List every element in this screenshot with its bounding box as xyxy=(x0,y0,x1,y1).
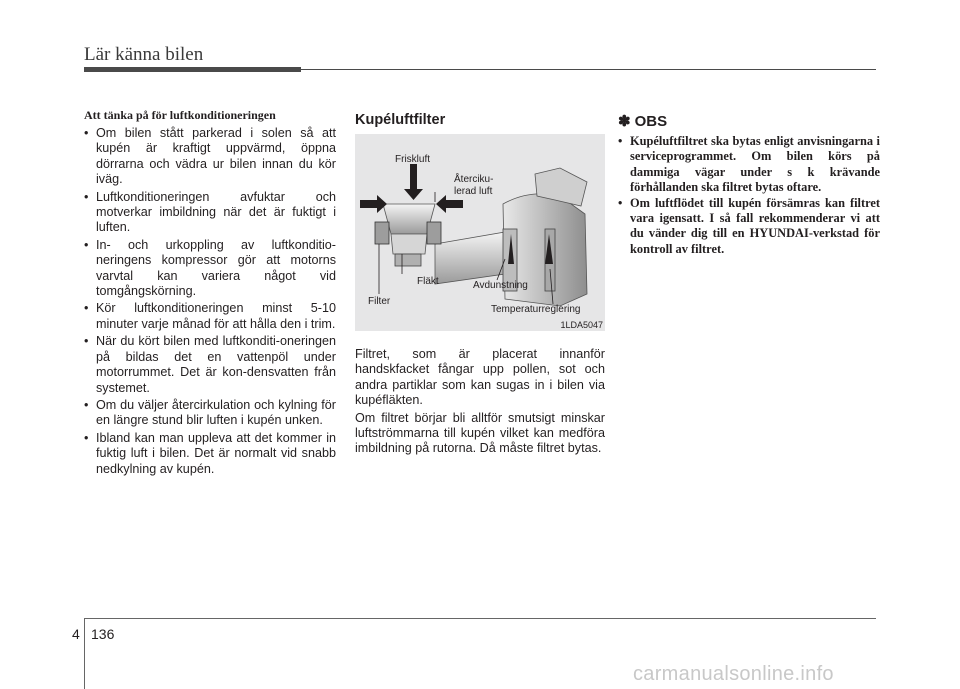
cabin-filter-heading: Kupéluftfilter xyxy=(355,112,446,128)
watermark: carmanualsonline.info xyxy=(633,663,834,685)
list-item: • Om bilen stått parkerad i solen så att kupén är kraftigt uppvärmd, öppna dörrarna och vädra ur bilen innan du kör iväg. xyxy=(84,126,336,188)
footer-rule-vertical xyxy=(84,618,85,689)
cabin-filter-diagram xyxy=(355,134,605,331)
label-recirc-2: lerad luft xyxy=(454,186,493,197)
label-temperature: Temperaturreglering xyxy=(491,304,581,315)
middle-column xyxy=(355,108,605,459)
chapter-number: 4 xyxy=(72,626,80,642)
right-column xyxy=(618,108,880,257)
list-item: • In- och urkoppling av luftkonditio-neringens kompressor gör att motorns varvtal kan variera något vid tomgångskörning. xyxy=(84,238,336,300)
paragraph: Om filtret börjar bli alltför smutsigt minskar luftströmmarna till kupén vilket kan medföra imbildning på rutorna. Då måste filtret bytas. xyxy=(355,410,605,456)
list-item: • Ibland kan man uppleva att det kommer in fuktig luft i bilen. Det är normalt vid snabb nedkylning av kupén. xyxy=(84,431,336,477)
header-bar xyxy=(84,67,301,72)
hvac-illustration xyxy=(355,134,605,331)
list-item: • Om luftflödet till kupén försämras kan filtret vara igensatt. I så fall rekommenderar vi att du vänder dig till en HYUNDAI-verkstad för kontroll av filtret. xyxy=(618,196,880,258)
ac-tips-list xyxy=(84,126,336,477)
note-title: OBS xyxy=(634,113,668,130)
page-number: 136 xyxy=(91,626,115,642)
ac-tips-heading: Att tänka på för luftkonditioneringen xyxy=(84,108,276,122)
note-list xyxy=(618,134,880,257)
label-fresh-air: Friskluft xyxy=(395,154,430,165)
figure-code: 1LDA5047 xyxy=(560,320,603,330)
asterisk-icon: ✽ xyxy=(618,113,631,130)
list-item: • När du kört bilen med luftkonditi-oneringen på bildas det en vattenpöl under motorrummet. Det är kon-densvatten från systemet. xyxy=(84,334,336,396)
label-filter: Filter xyxy=(368,296,391,307)
list-item: • Luftkonditioneringen avfuktar och motverkar imbildning när det är fuktigt i luften. xyxy=(84,190,336,236)
label-fan: Fläkt xyxy=(417,276,439,287)
footer-rule xyxy=(84,618,876,619)
list-item: • Kör luftkonditioneringen minst 5-10 minuter varje månad för att hålla den i trim. xyxy=(84,301,336,332)
paragraph: Filtret, som är placerat innanför handskfacket fångar upp pollen, sot och andra partiklar som kan sugas in i bilen via kupéfläkten. xyxy=(355,347,605,408)
label-evaporator: Avdunstning xyxy=(473,280,528,291)
left-column xyxy=(84,108,336,479)
list-item: • Kupéluftfiltret ska bytas enligt anvisningarna i serviceprogrammet. Om bilen körs på dammiga vägar under s k krävande förhållanden ska filtret bytas oftare. xyxy=(618,134,880,196)
header-rule xyxy=(301,69,876,70)
label-recirc-1: Återciku- xyxy=(454,174,494,185)
list-item: • Om du väljer återcirkulation och kylning för en längre stund blir luften i kupén unken. xyxy=(84,398,336,429)
page-header-title: Lär känna bilen xyxy=(84,44,204,65)
note-heading xyxy=(618,112,880,130)
